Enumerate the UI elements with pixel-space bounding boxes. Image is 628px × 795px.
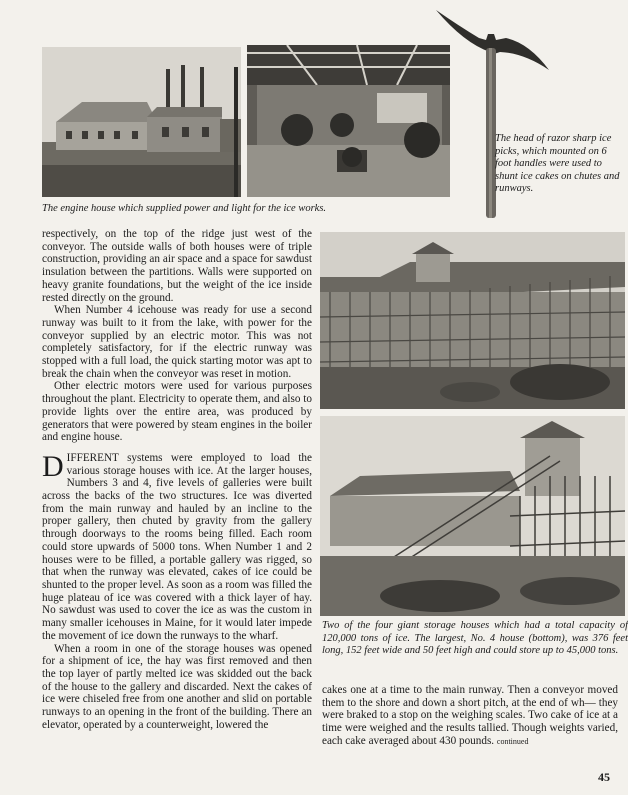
icehouse-caption: Two of the four giant storage houses which had a total capacity of 120,000 tons of ice. The largest, No. 4 house (bottom), was 376 feet long, 152 feet wide and 50 feet high and could store up to 45,000 tons. — [322, 620, 628, 656]
paragraph: respectively, on the top of the ridge just west of the conveyor. The outside walls of both houses were of triple construction, providing an air space and a space for sawdust insulation between the partitions. Walls were supported on heavy granite foundations, but the weight of the ice inside rested directly on the ground. — [42, 228, 312, 304]
page-number: 45 — [598, 770, 610, 784]
ice-pick-caption: The head of razor sharp ice picks, which mounted on 6 foot handles were used to shunt ice cakes on chutes and runways. — [495, 133, 620, 194]
paragraph: cakes one at a time to the main runway. Then a conveyor moved them to the shore and down a short pitch, at the end of wh— they were braked to a stop on the weighing scales. Two cake of ice at a time were weighed and the results tallied. Though weights varied, each cake averaged about 430 pounds. continued — [322, 684, 618, 747]
right-text-column — [322, 684, 618, 749]
drop-cap: D — [42, 449, 64, 483]
paragraph-with-dropcap: DIFFERENT systems were employed to load the various storage houses with ice. At the larger houses, Numbers 3 and 4, five levels of galleries were built across the backs of the two structures. Ice was diverted from the main runway and hauled by an incline to the proper gallery, then chuted by gravity from the gallery through doorways to the rooms being filled. Each room could store upwards of 5000 tons. When Number 1 and 2 houses were to be filled, a portable gallery was rigged, so that when the runway was elevated, cakes of ice could be shunted to the proper level. As soon as a room was filled the huge plateau of ice was covered with a thick layer of hay. No sawdust was used to cover the ice as was the custom in many smaller icehouses in Maine, for it would later impede the movement of ice down the runways to the wharf. — [42, 449, 312, 642]
paragraph: When a room in one of the storage houses was opened for a shipment of ice, the hay was first removed and then the top layer of partly melted ice was skidded out the back of the house to the gallery and discarded. Next the cakes of ice were chiseled free from one another and slid on portable runways to an opening in the front of the building. There an elevator, operated by a counterweight, lowered the — [42, 642, 312, 731]
icehouse-top-photo — [320, 232, 625, 409]
left-text-column — [42, 228, 312, 731]
engine-interior-photo — [247, 45, 450, 197]
engine-house-photo — [42, 47, 241, 197]
continued-label: continued — [496, 736, 529, 746]
paragraph: Other electric motors were used for various purposes throughout the plant. Electricity to operate them, and also to provide lights over the entire area, was produced by generators that were powered by steam engines in the boiler and engine house. — [42, 380, 312, 444]
paragraph: When Number 4 icehouse was ready for use a second runway was built to it from the lake, with power for the conveyor supplied by an electric motor. This was not completely satisfactory, for if the electric runway was stopped with a full load, the quick starting motor was apt to break the chain when the conveyor was reset in motion. — [42, 304, 312, 380]
icehouse-bottom-photo — [320, 416, 625, 616]
engine-house-caption: The engine house which supplied power and light for the ice works. — [42, 203, 327, 214]
